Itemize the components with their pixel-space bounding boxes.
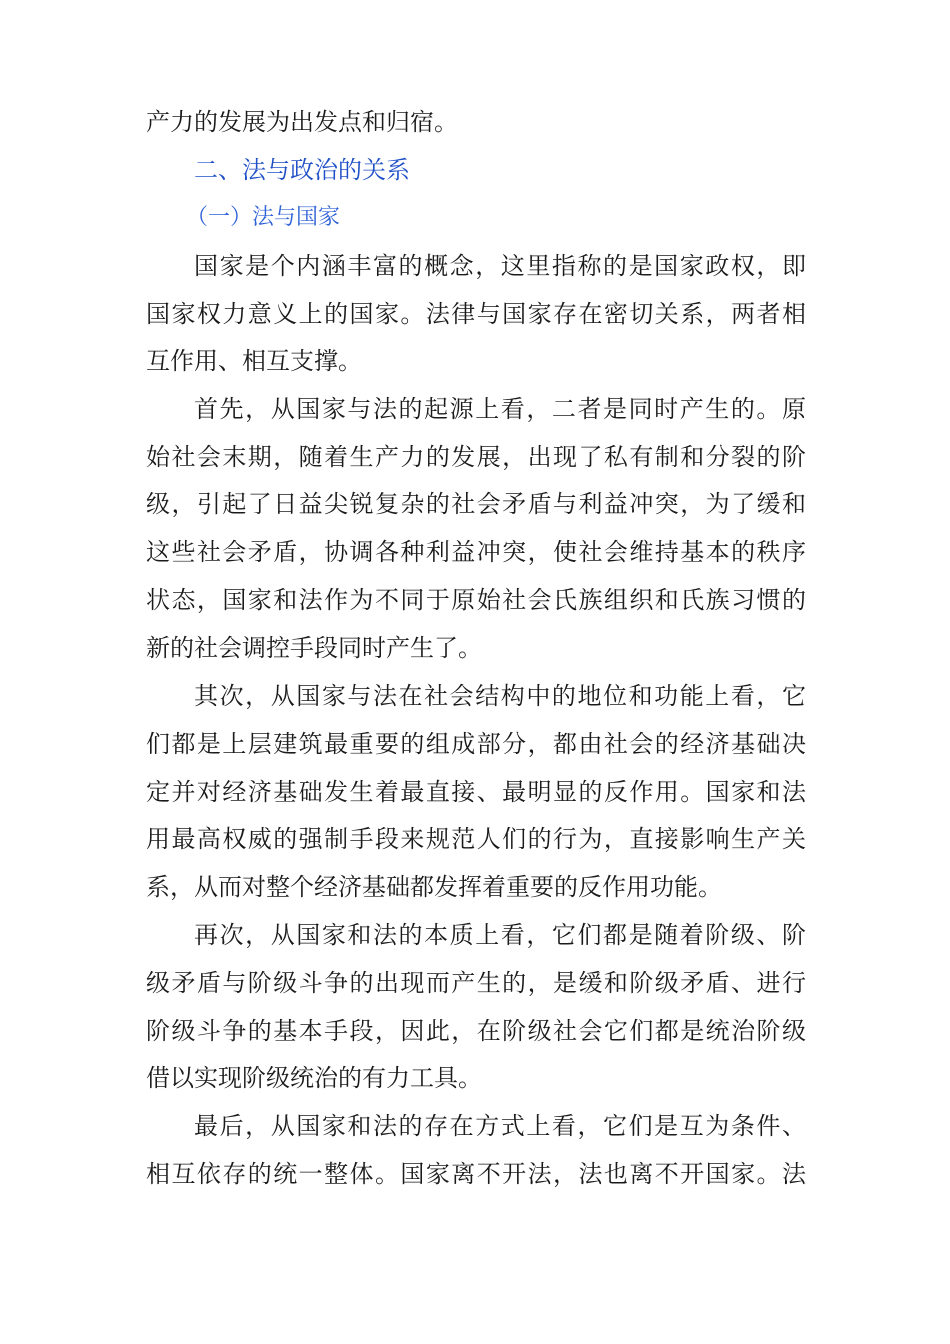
subsection-heading: （一）法与国家	[186, 205, 341, 230]
paragraph-line: 国家权力意义上的国家。法律与国家存在密切关系，两者相	[146, 300, 806, 328]
section-heading: 二、法与政治的关系	[194, 156, 410, 184]
paragraph-line: 首先，从国家与法的起源上看，二者是同时产生的。原	[194, 395, 806, 423]
paragraph-line: 新的社会调控手段同时产生了。	[146, 634, 482, 662]
paragraph-line: 定并对经济基础发生着最直接、最明显的反作用。国家和法	[146, 778, 806, 806]
continuation-line: 产力的发展为出发点和归宿。	[146, 108, 458, 136]
paragraph-line: 系，从而对整个经济基础都发挥着重要的反作用功能。	[146, 873, 722, 901]
paragraph-line: 其次，从国家与法在社会结构中的地位和功能上看，它	[194, 682, 806, 710]
paragraph-line: 借以实现阶级统治的有力工具。	[146, 1064, 482, 1092]
paragraph-line: 再次，从国家和法的本质上看，它们都是随着阶级、阶	[194, 921, 806, 949]
paragraph-line: 相互依存的统一整体。国家离不开法，法也离不开国家。法	[146, 1160, 806, 1188]
paragraph-line: 用最高权威的强制手段来规范人们的行为，直接影响生产关	[146, 825, 806, 853]
paragraph-line: 最后，从国家和法的存在方式上看，它们是互为条件、	[194, 1112, 806, 1140]
paragraph-line: 国家是个内涵丰富的概念，这里指称的是国家政权，即	[194, 252, 806, 280]
paragraph-line: 级矛盾与阶级斗争的出现而产生的，是缓和阶级矛盾、进行	[146, 969, 806, 997]
paragraph-line: 阶级斗争的基本手段，因此，在阶级社会它们都是统治阶级	[146, 1017, 806, 1045]
paragraph-line: 这些社会矛盾，协调各种利益冲突，使社会维持基本的秩序	[146, 538, 806, 566]
paragraph-line: 互作用、相互支撑。	[146, 347, 362, 375]
paragraph-line: 级，引起了日益尖锐复杂的社会矛盾与利益冲突，为了缓和	[146, 490, 806, 518]
paragraph-line: 始社会末期，随着生产力的发展，出现了私有制和分裂的阶	[146, 443, 806, 471]
paragraph-line: 状态，国家和法作为不同于原始社会氏族组织和氏族习惯的	[146, 586, 806, 614]
paragraph-line: 们都是上层建筑最重要的组成部分，都由社会的经济基础决	[146, 730, 806, 758]
